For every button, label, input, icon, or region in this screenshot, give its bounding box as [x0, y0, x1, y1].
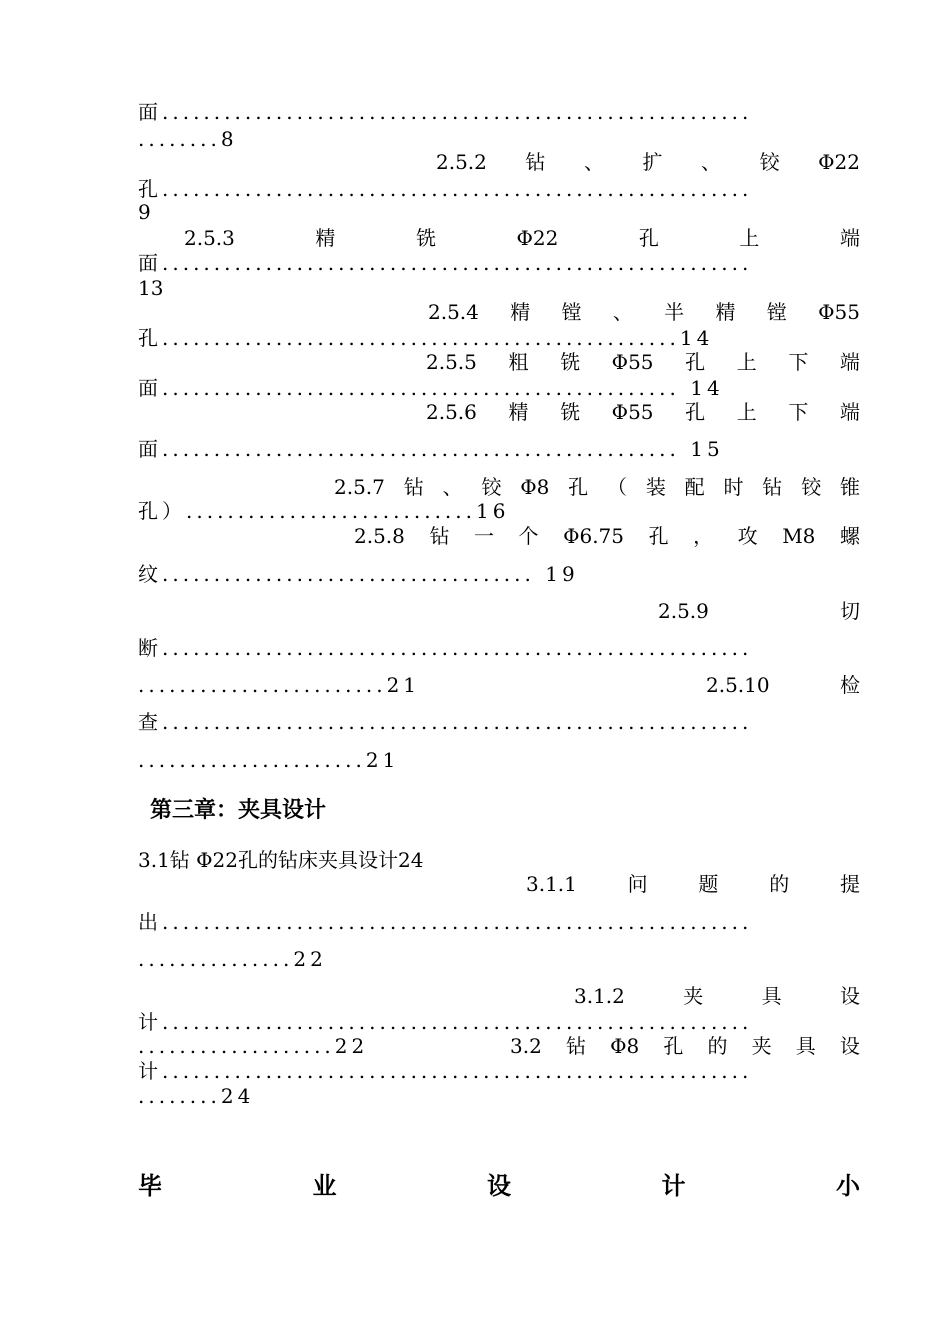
toc-line: 出.........................................................: [138, 910, 753, 934]
toc-entry-2-5-10: [706, 673, 860, 697]
toc-token: 铣: [560, 400, 581, 424]
toc-token: 精: [315, 226, 336, 250]
chapter-heading: 第三章：夹具设计: [150, 798, 327, 823]
toc-token: （: [606, 475, 627, 499]
toc-token: 2.5.3: [184, 226, 235, 250]
toc-token: 钻: [565, 1034, 586, 1058]
toc-token: 铰: [801, 475, 822, 499]
toc-line: 孔）............................16: [138, 499, 510, 523]
toc-token: 攻: [737, 524, 758, 548]
toc-token: 精: [508, 400, 529, 424]
toc-entry-2-5-9: [658, 599, 860, 623]
toc-token: 孔: [638, 226, 659, 250]
toc-token: 孔: [663, 1034, 684, 1058]
toc-entry-2-5-5: [426, 350, 860, 374]
toc-token: 、: [442, 475, 463, 499]
toc-token: 钻: [762, 475, 783, 499]
toc-token: 孔: [648, 524, 669, 548]
toc-token: 上: [739, 226, 760, 250]
toc-token: 3.2: [510, 1034, 542, 1058]
toc-token: 端: [839, 226, 860, 250]
toc-token: 问: [627, 872, 648, 896]
toc-token: 设: [839, 984, 860, 1008]
toc-line: ......................21: [138, 748, 400, 772]
toc-line: ........8: [138, 127, 238, 151]
toc-token: Φ6.75: [563, 524, 625, 548]
toc-token: 设: [487, 1172, 511, 1200]
toc-line: 计.........................................................: [138, 1059, 753, 1083]
toc-token: 2.5.7: [334, 475, 385, 499]
toc-token: 设: [839, 1034, 860, 1058]
toc-token: 钻: [403, 475, 424, 499]
toc-token: 计: [661, 1172, 686, 1200]
toc-line: 面.................................................. 15: [138, 437, 724, 461]
toc-line: 断.........................................................: [138, 636, 753, 660]
toc-token: 2.5.5: [426, 350, 477, 374]
toc-token: 镗: [766, 300, 787, 324]
toc-token: 时: [723, 475, 744, 499]
toc-line: ...............22: [138, 947, 327, 971]
toc-token: 3.1.2: [574, 984, 625, 1008]
toc-token: 一: [473, 524, 494, 548]
toc-token: 半: [664, 300, 685, 324]
toc-token: 精: [510, 300, 531, 324]
toc-entry-3-1: 3.1钻 Φ22孔的钻床夹具设计24: [138, 848, 424, 872]
toc-token: 上: [736, 400, 757, 424]
toc-token: 端: [839, 400, 860, 424]
toc-page-number: 9: [138, 200, 151, 224]
toc-token: 配: [684, 475, 705, 499]
toc-token: 孔: [685, 350, 706, 374]
toc-token: Φ55: [611, 350, 654, 374]
toc-entry-2-5-4: [428, 300, 860, 324]
toc-token: 下: [788, 350, 809, 374]
toc-token: 具: [761, 984, 782, 1008]
toc-token: 、: [612, 300, 633, 324]
toc-token: 端: [839, 350, 860, 374]
toc-token: 铰: [759, 150, 780, 174]
toc-token: 镗: [561, 300, 582, 324]
toc-token: 检: [840, 673, 860, 697]
toc-token: ，: [693, 524, 714, 548]
toc-line: 面.........................................................: [138, 100, 753, 124]
toc-token: 的: [707, 1034, 728, 1058]
toc-entry-2-5-2: [436, 150, 860, 174]
toc-token: 切: [840, 599, 860, 623]
toc-token: 钻: [429, 524, 450, 548]
toc-token: Φ8: [610, 1034, 640, 1058]
toc-entry-3-1-2: [574, 984, 860, 1008]
toc-entry-2-5-7: [334, 475, 860, 499]
toc-token: 提: [839, 872, 860, 896]
toc-line: 计.........................................................: [138, 1010, 753, 1034]
toc-token: 业: [312, 1172, 337, 1200]
toc-token: 、: [701, 150, 722, 174]
toc-token: 2.5.6: [426, 400, 477, 424]
toc-token: 粗: [508, 350, 529, 374]
toc-token: 3.1.1: [526, 872, 577, 896]
toc-token: 铰: [481, 475, 502, 499]
toc-token: 个: [518, 524, 539, 548]
toc-line: 纹.................................... 19: [138, 562, 579, 586]
toc-line: 孔.........................................................: [138, 177, 753, 201]
toc-line: 面.................................................. 14: [138, 376, 724, 400]
toc-token: M8: [782, 524, 816, 548]
toc-token: 夹: [683, 984, 704, 1008]
toc-token: 铣: [415, 226, 436, 250]
toc-token: 具: [795, 1034, 816, 1058]
toc-token: 夹: [751, 1034, 772, 1058]
toc-token: 孔: [568, 475, 589, 499]
toc-token: 下: [788, 400, 809, 424]
toc-token: Φ55: [611, 400, 654, 424]
toc-token: 铣: [560, 350, 581, 374]
toc-entry-2-5-8: [354, 524, 860, 548]
toc-token: 装: [645, 475, 666, 499]
toc-line: ........24: [138, 1084, 255, 1108]
toc-entry-3-2: [510, 1034, 860, 1058]
toc-token: 精: [715, 300, 736, 324]
toc-token: 2.5.9: [658, 599, 709, 623]
toc-token: 2.5.4: [428, 300, 479, 324]
toc-token: 毕: [138, 1172, 162, 1200]
toc-token: 2.5.8: [354, 524, 405, 548]
toc-token: 2.5.2: [436, 150, 487, 174]
toc-entry-3-1-1: [526, 872, 860, 896]
toc-line: 面.........................................................: [138, 251, 753, 275]
toc-token: 钻: [525, 150, 546, 174]
toc-token: Φ22: [818, 150, 860, 174]
toc-line: ...................22: [138, 1034, 369, 1058]
toc-entry-2-5-6: [426, 400, 860, 424]
toc-token: 螺: [839, 524, 860, 548]
toc-token: Φ8: [520, 475, 550, 499]
toc-token: 上: [736, 350, 757, 374]
toc-token: 题: [698, 872, 719, 896]
toc-token: 2.5.10: [706, 673, 770, 697]
toc-token: 锥: [839, 475, 860, 499]
toc-entry-2-5-3: [184, 226, 860, 250]
toc-token: Φ22: [516, 226, 559, 250]
toc-page-number: 13: [138, 276, 164, 300]
toc-token: 孔: [685, 400, 706, 424]
toc-line: ........................21: [138, 673, 421, 697]
toc-token: 、: [583, 150, 604, 174]
summary-heading: [138, 1166, 860, 1201]
toc-token: Φ55: [818, 300, 860, 324]
toc-token: 扩: [642, 150, 663, 174]
toc-token: 小: [836, 1172, 860, 1200]
toc-line: 孔..................................................14: [138, 326, 714, 350]
toc-line: 查.........................................................: [138, 710, 753, 734]
toc-token: 的: [769, 872, 790, 896]
